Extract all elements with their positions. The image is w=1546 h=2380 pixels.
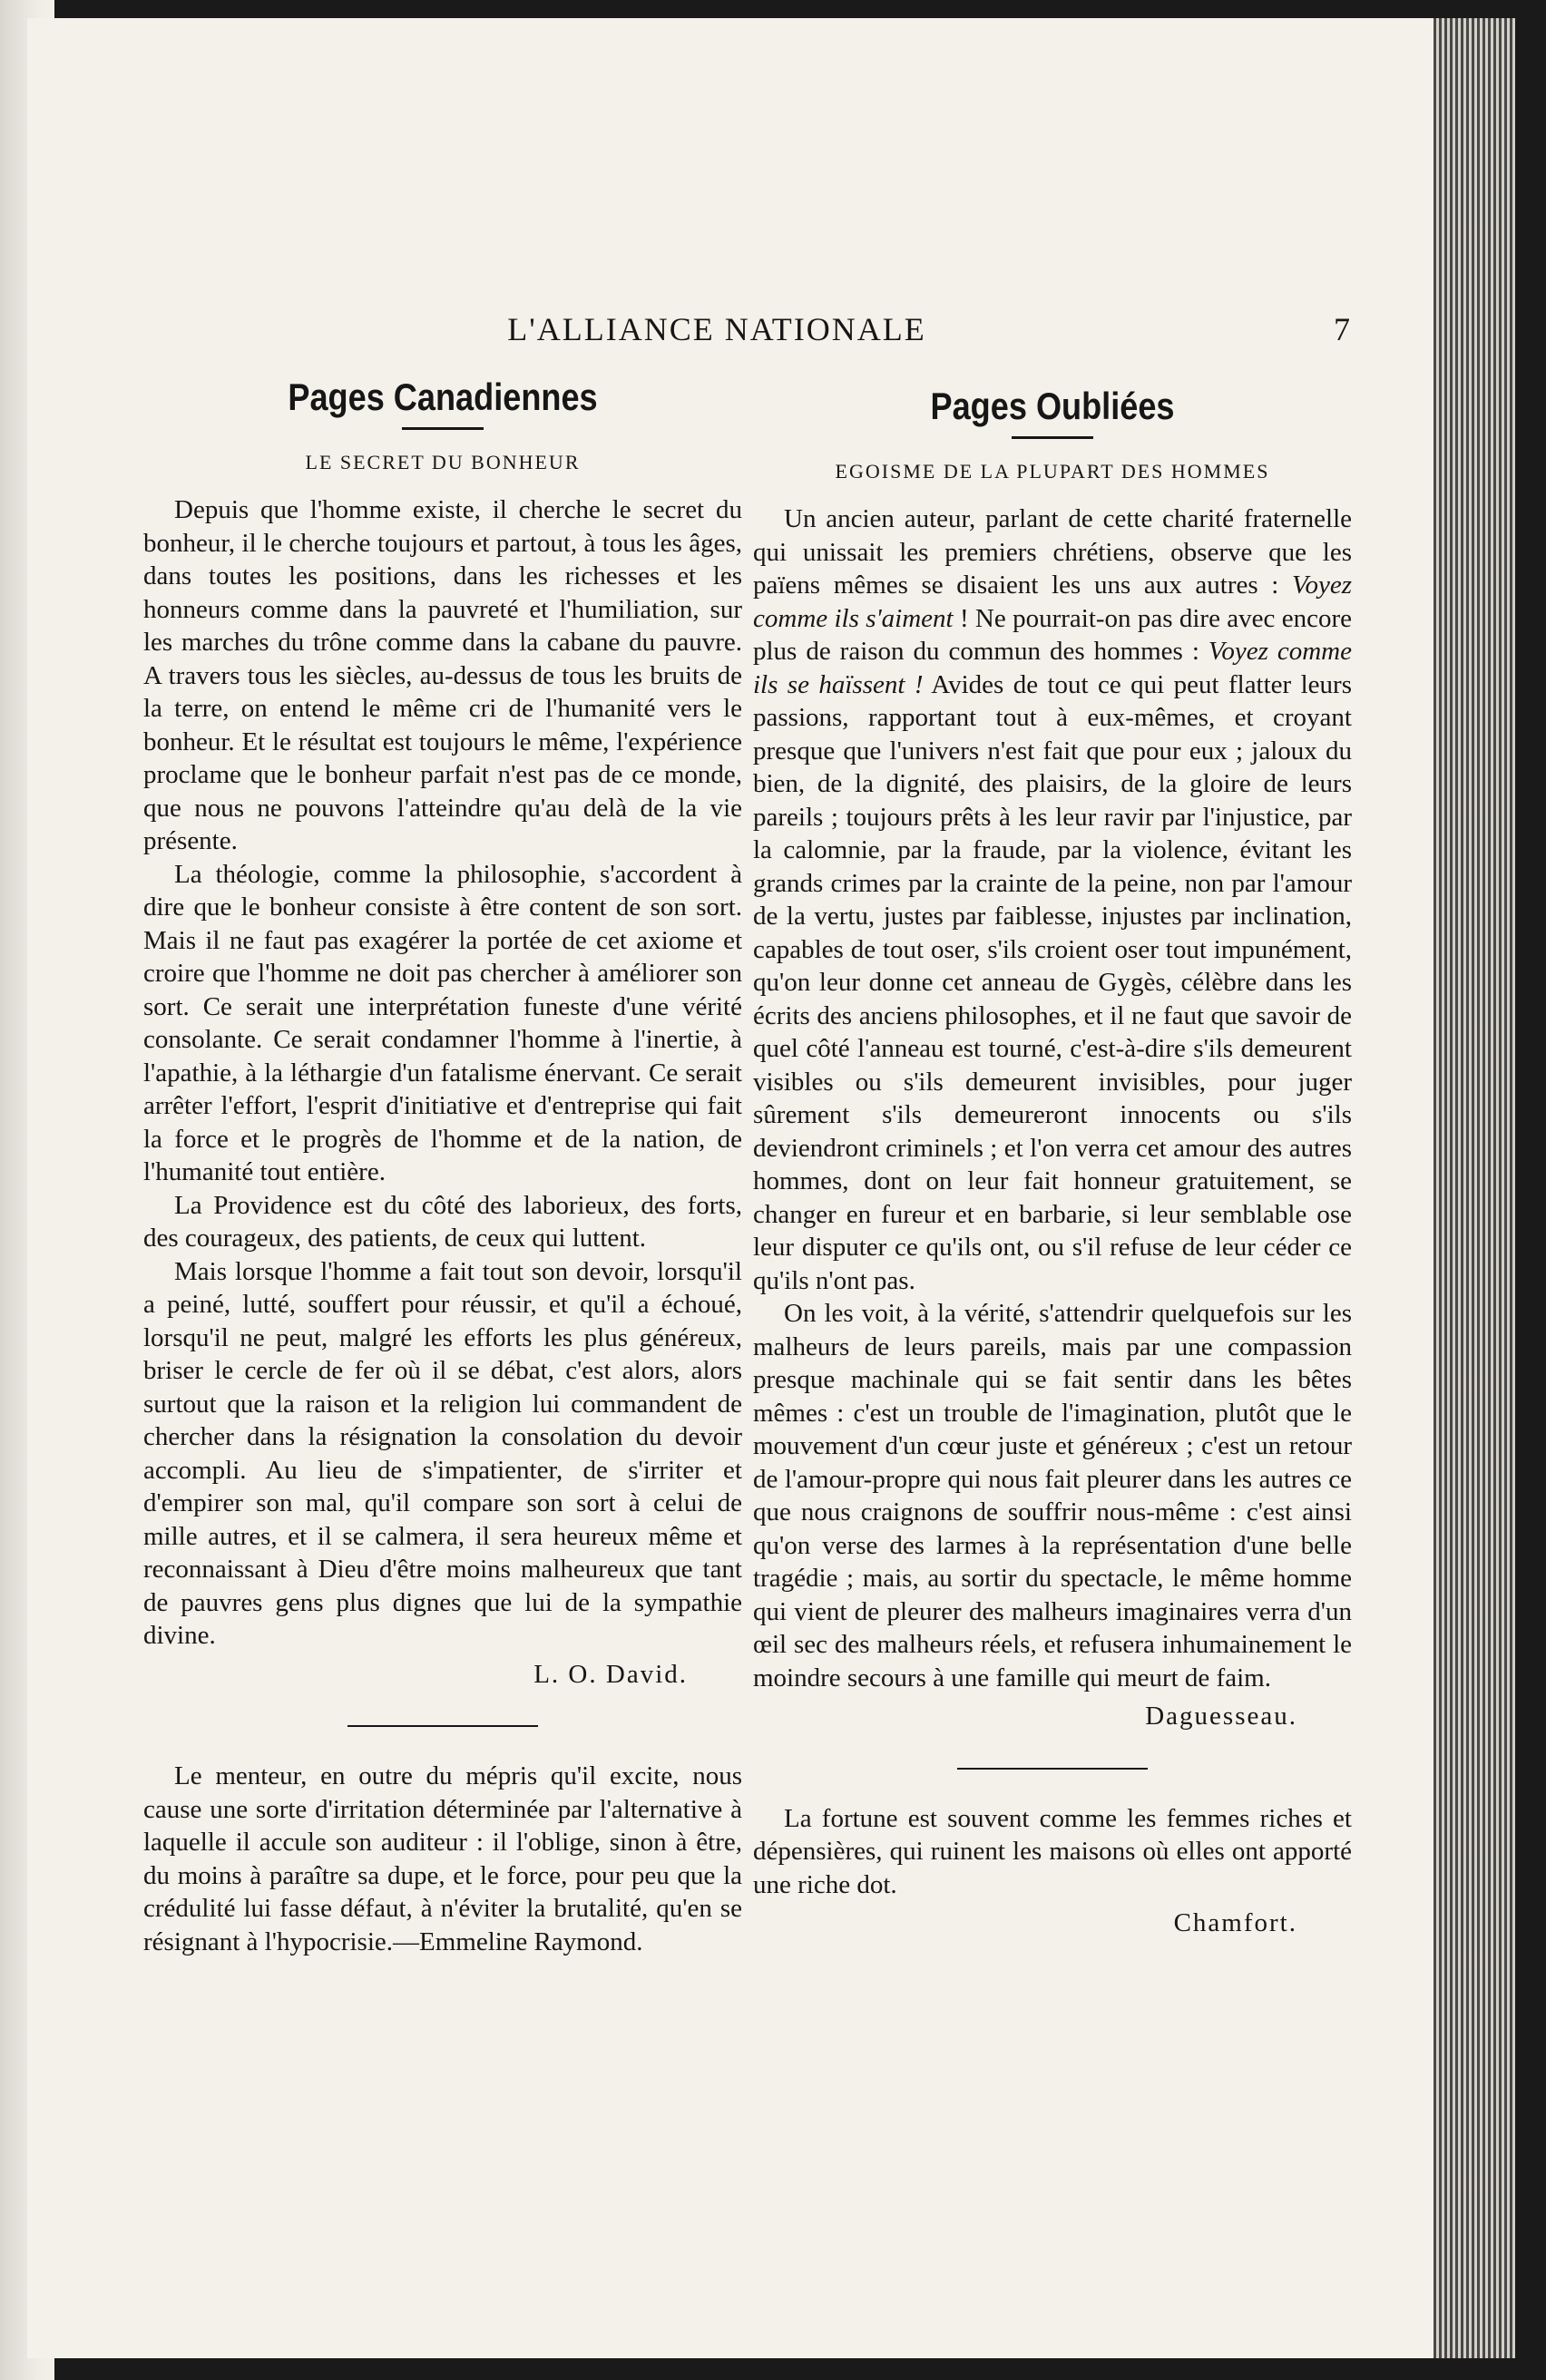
separator-rule [347, 1725, 538, 1727]
author-signature: L. O. David. [533, 1659, 688, 1689]
paragraph: La Providence est du côté des laborieux, des forts, des courageux, des patients, de ceux qui luttent. [143, 1190, 742, 1253]
italic-quote: Voyez comme ils se haïssent ! [753, 637, 1352, 699]
title-rule [1012, 436, 1093, 439]
author-signature: Daguesseau. [1145, 1702, 1297, 1731]
italic-quote: Voyez comme ils s'aiment [753, 571, 1352, 633]
article-subtitle: LE SECRET DU BONHEUR [305, 450, 581, 473]
left-column [143, 374, 742, 1958]
page-edge [1433, 18, 1515, 2358]
quote-paragraph: Le menteur, en outre du mépris qu'il excite, nous cause une sorte d'irritation déterminée par l'alternative à laquelle il accule son auditeur : il l'oblige, sinon à être, du moins à paraître sa dupe, et le force, pour peu que la crédulité lui fasse défaut, à n'éviter la brutalité, qu'en se résignant à l'hypocrisie.—Emmeline Raymond. [143, 1761, 742, 1956]
paragraph: Un ancien auteur, parlant de cette charité fraternelle qui unissait les premiers chrétiens, observe que les païens mêmes se disaient les uns aux autres : Voyez comme ils s'aiment ! Ne pourrait-on pas dire avec encore plus de raison du commun des hommes : Voyez comme ils se haïssent ! Avides de tout ce qui peut flatter leurs passions, rapportant tout à eux-mêmes, et croyant presque que l'univers n'est fait que pour eux ; jaloux du bien, de la dignité, des plaisirs, de la gloire de leurs pareils ; toujours prêts à les leur ravir par l'injustice, par la calomnie, par la fraude, par la violence, évitant les grands crimes par la crainte de la peine, non par l'amour de la vertu, justes par faiblesse, injustes par inclination, capables de tout oser, s'ils croient oser tout impunément, qu'on leur donne cet anneau de Gygès, célèbre dans les écrits des anciens philosophes, et il ne faut que savoir de quel côté l'anneau est tourné, c'est-à-dire s'ils demeurent visibles ou s'ils demeurent invisibles, pour juger sûrement s'ils demeureront innocents ou s'ils deviendront criminels ; et l'on verra cet amour des autres hommes, dont on leur fait honneur gratuitement, se changer en fureur et en barbarie, si leur semblable ose leur disputer ce qu'ils ont, ou s'il refuse de leur céder ce qu'ils n'ont pas. [753, 504, 1352, 1295]
paragraph: Mais lorsque l'homme a fait tout son devoir, lorsqu'il a peiné, lutté, souffert pour réussir, et qu'il a échoué, lorsqu'il ne peut, malgré les efforts les plus généreux, briser le cercle de fer où il se débat, c'est alors, alors surtout que la raison et la religion lui commandent de chercher dans la résignation la consolation du devoir accompli. Au lieu de s'impatienter, de s'irriter et d'empirer son mal, qu'il compare son sort à celui de mille autres, et il se calmera, il sera heureux même et reconnaissant à Dieu d'être moins malheureux que tant de pauvres gens plus dignes que lui de la sympathie divine. [143, 1256, 742, 1650]
running-title: L'ALLIANCE NATIONALE [507, 311, 926, 347]
quote-signature: Chamfort. [1173, 1908, 1297, 1937]
section-title-canadiennes: Pages Canadiennes [288, 376, 598, 418]
right-column [753, 374, 1352, 1946]
page-number: 7 [1334, 311, 1350, 347]
article-subtitle: EGOISME DE LA PLUPART DES HOMMES [835, 459, 1270, 483]
paragraph: Depuis que l'homme existe, il cherche le secret du bonheur, il le cherche toujours et partout, à tous les âges, dans toutes les positions, dans les richesses et les honneurs comme dans la pauvreté et l'humiliation, sur les marches du trône comme dans la cabane du pauvre. A travers tous les siècles, au-dessus de tous les bruits de la terre, on entend le même cri de l'humanité vers le bonheur. Et le résultat est toujours le même, l'expérience proclame que le bonheur parfait n'est pas de ce monde, que nous ne pouvons l'atteindre qu'au delà de la vie présente. [143, 495, 742, 855]
paragraph: La théologie, comme la philosophie, s'accordent à dire que le bonheur consiste à être content de son sort. Mais il ne faut pas exagérer la portée de cet axiome et croire que l'homme ne doit pas chercher à améliorer son sort. Ce serait une interprétation funeste d'une vérité consolante. Ce serait condamner l'homme à l'inertie, à l'apathie, à la léthargie d'un fatalisme énervant. Ce serait arrêter l'effort, l'esprit d'initiative et d'entreprise qui fait la force et le progrès de l'homme et de la nation, de l'humanité tout entière. [143, 859, 742, 1186]
quote-paragraph: La fortune est souvent comme les femmes riches et dépensières, qui ruinent les maisons où elles ont apporté une riche dot. [753, 1803, 1352, 1899]
title-rule [402, 427, 484, 430]
paragraph: On les voit, à la vérité, s'attendrir quelquefois sur les malheurs de leurs pareils, mais par une compassion presque machinale qui se fait sentir dans les bêtes mêmes : c'est un trouble de l'imagination, plutôt que le mouvement d'un cœur juste et généreux ; c'est un retour de l'amour-propre qui nous fait pleurer dans les autres ce que nous craignons de souffrir nous-même : c'est ainsi qu'on verse des larmes à la représentation d'une belle tragédie ; mais, au sortir du spectacle, le même homme qui vient de pleurer des malheurs imaginaires verra d'un œil sec des malheurs réels, et refusera inhumainement le moindre secours à une famille qui meurt de faim. [753, 1299, 1352, 1692]
section-title-oubliees: Pages Oubliées [930, 385, 1175, 427]
separator-rule [957, 1768, 1148, 1770]
journal-page [27, 18, 1515, 2358]
